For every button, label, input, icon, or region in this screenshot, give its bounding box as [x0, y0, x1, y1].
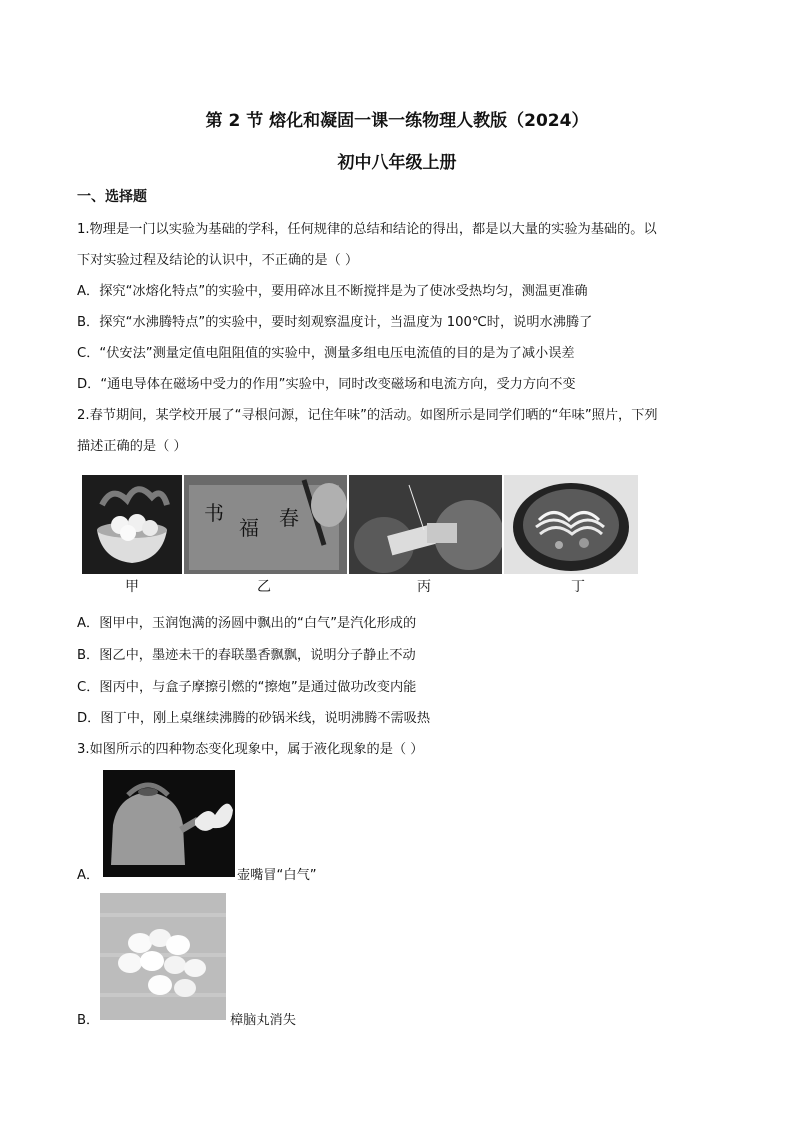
photo-kettle-steam: [103, 770, 235, 877]
photo-mothballs: [100, 893, 226, 1020]
q1-stem-line1: 1.物理是一门以实验为基础的学科，任何规律的总结和结论的得出，都是以大量的实验为基础的。以: [77, 222, 657, 237]
svg-text:福: 福: [239, 516, 259, 540]
q1-option-b: B．探究“水沸腾特点”的实验中，要时刻观察温度计，当温度为 100℃时，说明水沸腾了: [77, 315, 593, 330]
svg-text:春: 春: [279, 506, 299, 530]
q1-option-a: A．探究“冰熔化特点”的实验中，要用碎冰且不断搅拌是为了使冰受热均匀，测温更准确: [77, 284, 588, 299]
q3-option-b-text: 樟脑丸消失: [230, 1013, 296, 1028]
q2-option-c: C．图丙中，与盒子摩擦引燃的“擦炮”是通过做功改变内能: [77, 680, 417, 695]
photo-rice-noodle-pot: [504, 475, 638, 574]
q1-option-d: D．“通电导体在磁场中受力的作用”实验中，同时改变磁场和电流方向，受力方向不变: [77, 377, 576, 392]
q3-stem: 3.如图所示的四种物态变化现象中，属于液化现象的是（ ）: [77, 742, 424, 757]
q3-option-b-letter: B．: [77, 1013, 100, 1028]
q3-option-a-letter: A．: [77, 868, 100, 883]
caption-bing: 丙: [417, 579, 431, 595]
q2-option-b: B．图乙中，墨迹未干的春联墨香飘飘，说明分子静止不动: [77, 648, 416, 663]
photo-couplet: [184, 475, 347, 574]
caption-yi: 乙: [257, 579, 271, 595]
svg-text:书: 书: [204, 501, 224, 525]
q2-option-a: A．图甲中，玉润饱满的汤圆中飘出的“白气”是汽化形成的: [77, 616, 417, 631]
q3-option-a-text: 壶嘴冒“白气”: [237, 868, 317, 883]
photo-firecracker: [349, 475, 502, 574]
q1-stem-line2: 下对实验过程及结论的认识中，不正确的是（ ）: [77, 253, 359, 268]
caption-ding: 丁: [571, 579, 585, 595]
document-title: 第 2 节 熔化和凝固一课一练物理人教版（2024）: [205, 111, 589, 131]
document-subtitle: 初中八年级上册: [337, 153, 457, 173]
q2-option-d: D．图丁中，刚上桌继续沸腾的砂锅米线，说明沸腾不需吸热: [77, 711, 431, 726]
caption-jia: 甲: [125, 579, 139, 595]
q1-option-c: C．“伏安法”测量定值电阻阻值的实验中，测量多组电压电流值的目的是为了减小误差: [77, 346, 575, 361]
section-heading: 一、选择题: [77, 189, 147, 205]
q2-stem-line1: 2.春节期间，某学校开展了“寻根问源，记住年味”的活动。如图所示是同学们晒的“年味”照片，下列: [77, 408, 658, 423]
q2-stem-line2: 描述正确的是（ ）: [77, 439, 187, 454]
photo-tangyuan: [82, 475, 182, 574]
